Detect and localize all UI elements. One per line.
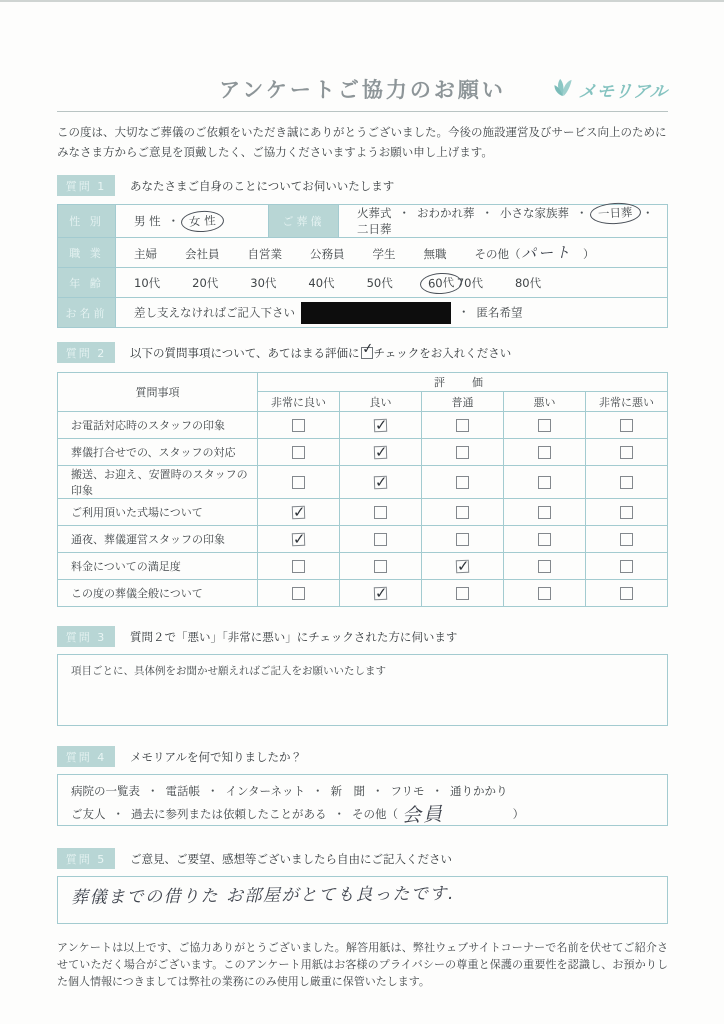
name-label: お名前 <box>58 298 116 328</box>
name-row <box>58 298 668 328</box>
option-hospital-list[interactable]: 病院の一覧表 <box>71 784 140 798</box>
checkbox-icon: ✓ <box>374 442 388 461</box>
age-label: 年 齢 <box>58 268 116 298</box>
checkbox-very-good[interactable] <box>258 439 340 466</box>
checkbox-normal[interactable] <box>422 580 504 607</box>
checkbox-icon <box>456 506 469 519</box>
checkbox-icon: ✓ <box>374 415 388 434</box>
option-other-open[interactable]: その他（ <box>352 807 398 821</box>
option-internet[interactable]: インターネット <box>225 784 305 798</box>
profile-table <box>57 204 668 328</box>
question5-badge: 質問 5 <box>57 848 115 869</box>
option-separator: ・ <box>576 206 588 220</box>
checkbox-icon <box>374 560 387 573</box>
question2-heading <box>130 339 512 361</box>
checkbox-icon <box>292 476 305 489</box>
option-kasoshiki[interactable]: 火葬式 <box>357 206 392 220</box>
checkbox-icon <box>456 419 469 432</box>
checkbox-icon: ✓ <box>374 472 388 491</box>
checkbox-good[interactable] <box>340 526 422 553</box>
option-age-10s[interactable]: 10代 <box>134 275 161 290</box>
option-gakusei[interactable]: 学生 <box>372 247 396 261</box>
rating-item-label: ご利用頂いた式場について <box>58 499 258 526</box>
rating-table-row <box>58 526 668 553</box>
checkbox-normal[interactable] <box>422 499 504 526</box>
checkbox-very-bad[interactable] <box>586 466 668 499</box>
rating-table-row <box>58 553 668 580</box>
question3-heading: 質問２で「悪い」「非常に悪い」にチェックされた方に伺います <box>130 629 458 644</box>
option-separator: ・ <box>167 214 180 228</box>
option-separator: ・ <box>431 784 444 798</box>
question4-options-line1 <box>71 781 654 802</box>
question4-options-box <box>57 774 668 826</box>
option-separator: ・ <box>371 784 384 798</box>
option-phonebook[interactable]: 電話帳 <box>165 784 200 798</box>
sample-checkbox-icon <box>360 339 375 359</box>
brand-name: メモリアル <box>577 82 669 102</box>
question1-heading: あなたさまご自身のことについてお伺いいたします <box>130 178 395 193</box>
gender-label: 性 別 <box>58 205 116 238</box>
handwritten-q4-other: 会員 <box>401 803 445 827</box>
checkbox-icon: ✓ <box>374 583 388 602</box>
intro-line-1: この度は、大切なご葬儀のご依頼をいただき誠にありがとうございました。今後の施設運営及びサービス向上のために <box>57 125 667 139</box>
checkbox-icon <box>374 533 387 546</box>
checkbox-icon <box>292 446 305 459</box>
checkbox-very-bad[interactable] <box>586 580 668 607</box>
occupation-label: 職 業 <box>58 238 116 268</box>
checkbox-very-bad[interactable] <box>586 412 668 439</box>
checkbox-icon: ✓ <box>292 529 306 548</box>
question5-heading: ご意見、ご要望、感想等ございましたら自由にご記入ください <box>130 851 452 866</box>
option-mushoku[interactable]: 無職 <box>423 247 447 261</box>
checkbox-icon <box>538 587 551 600</box>
intro-paragraph <box>57 122 668 162</box>
question4-options-line2 <box>71 802 654 825</box>
question2-heading-before: 以下の質問事項について、あてはまる評価に <box>130 345 360 360</box>
option-owakareso[interactable]: おわかれ葬 <box>417 206 475 220</box>
question5-answer-box[interactable] <box>57 876 668 924</box>
checkbox-good[interactable] <box>340 580 422 607</box>
question2-heading-after: チェックをお入れください <box>373 345 512 360</box>
option-separator: ・ <box>642 206 654 220</box>
question5-header <box>57 848 668 869</box>
handwritten-q5-answer: 葬儀までの借りた お部屋がとても良ったです. <box>70 883 455 909</box>
rating-item-label: 葬儀打合せでの、スタッフの対応 <box>58 439 258 466</box>
question2-header <box>57 339 668 363</box>
option-age-20s[interactable]: 20代 <box>192 275 219 290</box>
checkbox-icon <box>620 560 633 573</box>
checkbox-icon <box>620 419 633 432</box>
gender-funeral-row <box>58 205 668 238</box>
checkbox-normal[interactable] <box>422 466 504 499</box>
checkbox-normal[interactable] <box>422 439 504 466</box>
checkbox-bad[interactable] <box>504 580 586 607</box>
checkbox-bad[interactable] <box>504 466 586 499</box>
occupation-options <box>116 238 668 268</box>
option-shufu[interactable]: 主婦 <box>134 247 157 261</box>
brand-logo <box>552 77 668 102</box>
rating-header-good: 良い <box>340 392 422 412</box>
option-komuin[interactable]: 公務員 <box>310 247 345 261</box>
option-age-60s-circled[interactable]: 60代 <box>419 271 462 294</box>
rating-table-row <box>58 412 668 439</box>
option-chiisana-kazokuso[interactable]: 小さな家族葬 <box>500 206 569 220</box>
checkbox-icon <box>456 476 469 489</box>
option-ichinichiso-circled[interactable]: 一日葬 <box>589 202 641 226</box>
checkbox-bad[interactable] <box>504 553 586 580</box>
option-friend[interactable]: ご友人 <box>71 807 106 821</box>
intro-line-2: みなさま方からご意見を頂戴したく、ご協力くださいますようお願い申し上げます。 <box>57 145 493 159</box>
checkbox-icon <box>538 533 551 546</box>
rating-item-label: 搬送、お迎え、安置時のスタッフの印象 <box>58 466 258 499</box>
form-header <box>57 74 668 104</box>
option-past-attendance[interactable]: 過去に参列または依頼したことがある <box>131 807 327 821</box>
option-separator: ・ <box>481 206 493 220</box>
checkbox-very-good[interactable] <box>258 499 340 526</box>
checkbox-icon <box>620 533 633 546</box>
option-separator: ・ <box>147 784 159 798</box>
checkbox-very-good[interactable] <box>258 526 340 553</box>
checkbox-icon <box>538 446 551 459</box>
question4-header <box>57 746 668 767</box>
question3-header <box>57 626 668 647</box>
rating-item-label: この度の葬儀全般について <box>58 580 258 607</box>
checkbox-very-good[interactable] <box>258 580 340 607</box>
gender-options <box>116 205 269 238</box>
checkbox-good[interactable] <box>340 499 422 526</box>
question4-heading: メモリアルを何で知りましたか？ <box>130 749 303 764</box>
checkbox-good[interactable] <box>340 412 422 439</box>
option-separator: ・ <box>458 305 470 319</box>
checkbox-very-bad[interactable] <box>586 499 668 526</box>
question3-answer-box[interactable] <box>57 654 668 726</box>
option-age-80s[interactable]: 80代 <box>514 275 542 290</box>
option-kaishain[interactable]: 会社員 <box>185 247 220 261</box>
option-passing-by[interactable]: 通りかかり <box>450 784 508 798</box>
option-other-open[interactable]: その他（ <box>474 247 521 261</box>
name-prompt: 差し支えなければご記入下さい <box>134 305 295 319</box>
funeral-label: ご葬儀 <box>269 205 339 238</box>
rating-table-row <box>58 439 668 466</box>
age-options <box>116 268 668 298</box>
option-age-40s[interactable]: 40代 <box>308 275 335 290</box>
checkbox-icon <box>456 446 469 459</box>
header-divider <box>57 111 668 112</box>
checkbox-icon <box>292 587 305 600</box>
question3-badge: 質問 3 <box>57 626 115 647</box>
option-futsukaso[interactable]: 二日葬 <box>357 222 392 236</box>
column-header-item: 質問事項 <box>58 373 258 412</box>
checkbox-icon <box>620 587 633 600</box>
redacted-name-block <box>301 302 451 324</box>
checkbox-very-good[interactable] <box>258 553 340 580</box>
question2-badge: 質問 2 <box>57 342 115 363</box>
option-age-30s[interactable]: 30代 <box>250 275 277 290</box>
checkbox-icon <box>538 419 551 432</box>
footer-paragraph: アンケートは以上です、ご協力ありがとうございました。解答用紙は、弊社ウェブサイトコーナーで名前を伏せてご紹介させていただく場合がございます。このアンケート用紙はお客様のプライバシーの尊重と保護の重要性を認識し、お預かりした個人情報につきましては弊社の業務にのみ使用し厳重に保管いたします。 <box>57 941 668 988</box>
leaf-logo-icon <box>552 77 575 102</box>
rating-table <box>57 372 668 607</box>
option-separator: ・ <box>112 807 124 821</box>
question3-placeholder: 項目ごとに、具体例をお聞かせ願えればご記入をお願いいたします <box>71 665 386 677</box>
checkbox-very-bad[interactable] <box>586 439 668 466</box>
rating-table-row <box>58 466 668 499</box>
column-header-rating: 評 価 <box>258 373 668 392</box>
checkbox-icon <box>456 533 469 546</box>
checkbox-icon <box>538 506 551 519</box>
checkbox-very-good[interactable] <box>258 466 340 499</box>
option-jieigyo[interactable]: 自営業 <box>247 247 282 261</box>
option-separator: ・ <box>398 206 410 220</box>
question1-header <box>57 175 668 196</box>
checkbox-icon <box>620 476 633 489</box>
checkbox-bad[interactable] <box>504 526 586 553</box>
checkbox-icon <box>456 587 469 600</box>
page-title: アンケートご協力のお願い <box>219 78 506 102</box>
checkbox-icon <box>538 476 551 489</box>
handwritten-occupation-other: パート <box>520 243 572 263</box>
checkbox-icon <box>292 560 305 573</box>
rating-header-normal: 普通 <box>422 392 504 412</box>
rating-item-label: 料金についての満足度 <box>58 553 258 580</box>
option-separator: ・ <box>207 784 219 798</box>
checkbox-icon <box>538 560 551 573</box>
option-furimo[interactable]: フリモ <box>390 784 425 798</box>
checkbox-normal[interactable] <box>422 526 504 553</box>
checkbox-very-good[interactable] <box>258 412 340 439</box>
age-row <box>58 268 668 298</box>
checkbox-very-bad[interactable] <box>586 553 668 580</box>
checkbox-normal[interactable] <box>422 412 504 439</box>
option-separator: ・ <box>333 807 345 821</box>
question1-badge: 質問 1 <box>57 175 115 196</box>
checkbox-icon: ✓ <box>456 556 470 575</box>
rating-item-label: お電話対応時のスタッフの印象 <box>58 412 258 439</box>
checkbox-bad[interactable] <box>504 412 586 439</box>
checkbox-good[interactable] <box>340 466 422 499</box>
option-other-close: ） <box>512 807 525 821</box>
rating-header-bad: 悪い <box>504 392 586 412</box>
checkbox-icon <box>620 446 633 459</box>
option-age-50s[interactable]: 50代 <box>366 275 393 290</box>
option-female-circled[interactable]: 女 性 <box>181 210 225 233</box>
question4-badge: 質問 4 <box>57 746 115 767</box>
sample-checkmark-icon: ✓ <box>360 339 375 358</box>
option-anonymous[interactable]: 匿名希望 <box>476 305 523 319</box>
rating-header-very-bad: 非常に悪い <box>586 392 668 412</box>
rating-table-row <box>58 580 668 607</box>
rating-header-very-good: 非常に良い <box>258 392 340 412</box>
occupation-row <box>58 238 668 268</box>
checkbox-good[interactable] <box>340 553 422 580</box>
option-male[interactable]: 男 性 <box>134 214 161 228</box>
checkbox-good[interactable] <box>340 439 422 466</box>
checkbox-icon <box>620 506 633 519</box>
rating-item-label: 通夜、葬儀運営スタッフの印象 <box>58 526 258 553</box>
option-separator: ・ <box>311 784 324 798</box>
option-other-close: ） <box>583 247 595 261</box>
option-newspaper[interactable]: 新 聞 <box>330 784 365 798</box>
checkbox-icon <box>292 419 305 432</box>
checkbox-bad[interactable] <box>504 499 586 526</box>
rating-table-row <box>58 499 668 526</box>
checkbox-normal[interactable] <box>422 553 504 580</box>
checkbox-icon: ✓ <box>292 502 306 521</box>
checkbox-icon <box>374 506 387 519</box>
checkbox-very-bad[interactable] <box>586 526 668 553</box>
funeral-options <box>339 205 668 238</box>
checkbox-bad[interactable] <box>504 439 586 466</box>
rating-table-header-row <box>58 373 668 392</box>
name-field <box>116 298 668 328</box>
option-age-70s[interactable]: 70代 <box>456 275 483 290</box>
